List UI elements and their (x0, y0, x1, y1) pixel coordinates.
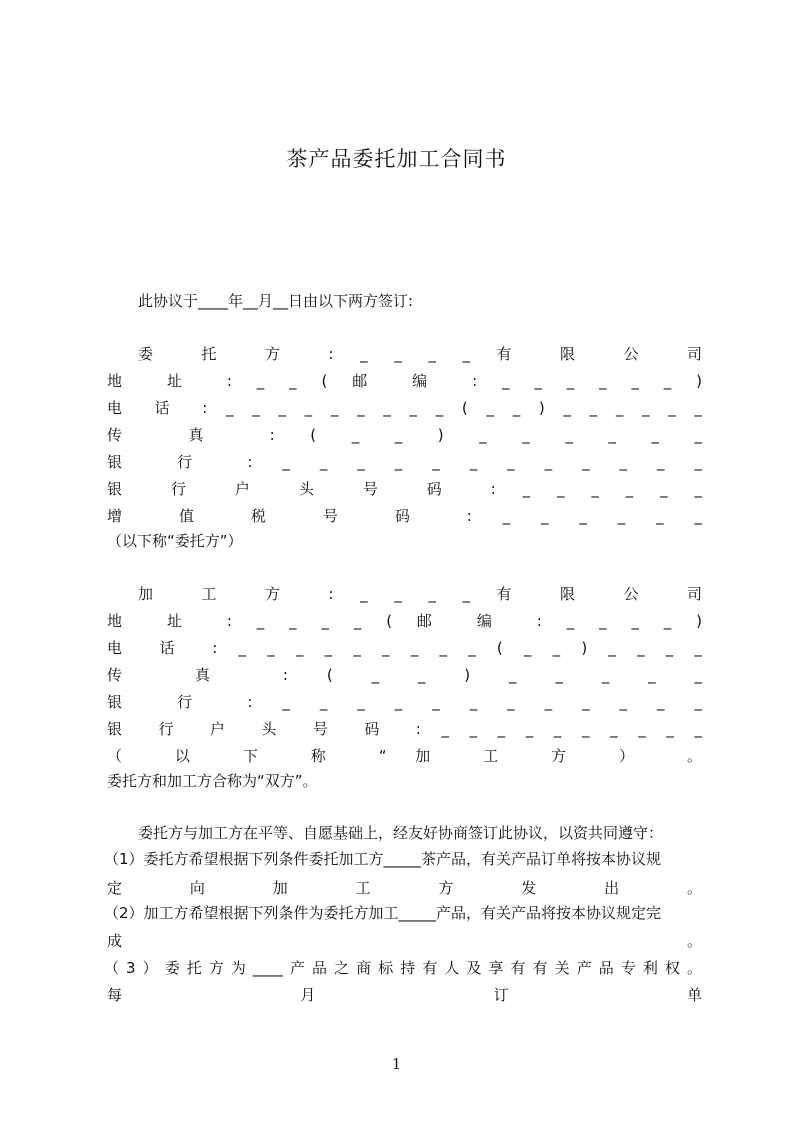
party-b-account: 银 行 户 头 号 码 : _ _ _ _ _ _ _ _ _ _ (107, 720, 702, 738)
party-a-phone: 电 话 : _ _ _ _ _ _ _ _ _ ( _ _ ) _ _ _ _ _ _ (107, 399, 702, 417)
party-a-tax: 增 值 税 号 码 : _ _ _ _ _ _ (107, 507, 702, 525)
clause-2-line-2: 成 。 (107, 932, 702, 950)
clause-1-line-2: 定 向 加 工 方 发 出 。 (107, 879, 702, 897)
party-a-bank: 银 行 : _ _ _ _ _ _ _ _ _ _ _ _ (107, 453, 702, 471)
party-b-name: 加 工 方 : _ _ _ _ 有 限 公 司 (138, 585, 702, 603)
preamble-line: 委托方与加工方在平等、自愿基础上，经友好协商签订此协议，以资共同遵守： (138, 824, 664, 842)
party-a-name: 委 托 方 : _ _ _ _ 有 限 公 司 (138, 345, 702, 363)
party-a-address: 地 址 : _ _ ( 邮 编 : _ _ _ _ _ _ ) (107, 372, 702, 390)
party-b-fax: 传 真 : ( _ _ ) _ _ _ _ _ (107, 666, 702, 684)
intro-line: 此协议于____年__月__日由以下两方签订: (138, 292, 414, 310)
party-b-alias: （ 以 下 称 “ 加 工 方 ） 。 (107, 747, 702, 765)
party-a-account: 银 行 户 头 号 码 : _ _ _ _ _ _ (107, 480, 702, 498)
clause-3-line-2: 每 月 订 单 (107, 986, 702, 1004)
party-b-bank: 银 行 : _ _ _ _ _ _ _ _ _ _ _ _ (107, 693, 702, 711)
joint-name-line: 委托方和加工方合称为“双方”。 (107, 772, 318, 790)
clause-3-line-1: （3）委托方为____产品之商标持有人及享有有关产品专利权。 (104, 959, 702, 977)
document-title: 茶产品委托加工合同书 (286, 147, 507, 171)
party-a-alias: （以下称“委托方”） (107, 532, 243, 550)
party-b-address: 地 址 : _ _ _ _ ( 邮 编 : _ _ _ _ ) (107, 612, 702, 630)
page-number: 1 (391, 1055, 402, 1073)
clause-1-line-1: （1）委托方希望根据下列条件委托加工方_____茶产品，有关产品订单将按本协议规 (104, 850, 662, 868)
clause-2-line-1: （2）加工方希望根据下列条件为委托方加工_____产品，有关产品将按本协议规定完 (104, 904, 662, 922)
party-a-fax: 传 真 : ( _ _ ) _ _ _ _ _ _ (107, 426, 702, 444)
party-b-phone: 电 话 : _ _ _ _ _ _ _ _ _ ( _ _ ) _ _ _ _ (107, 639, 702, 657)
